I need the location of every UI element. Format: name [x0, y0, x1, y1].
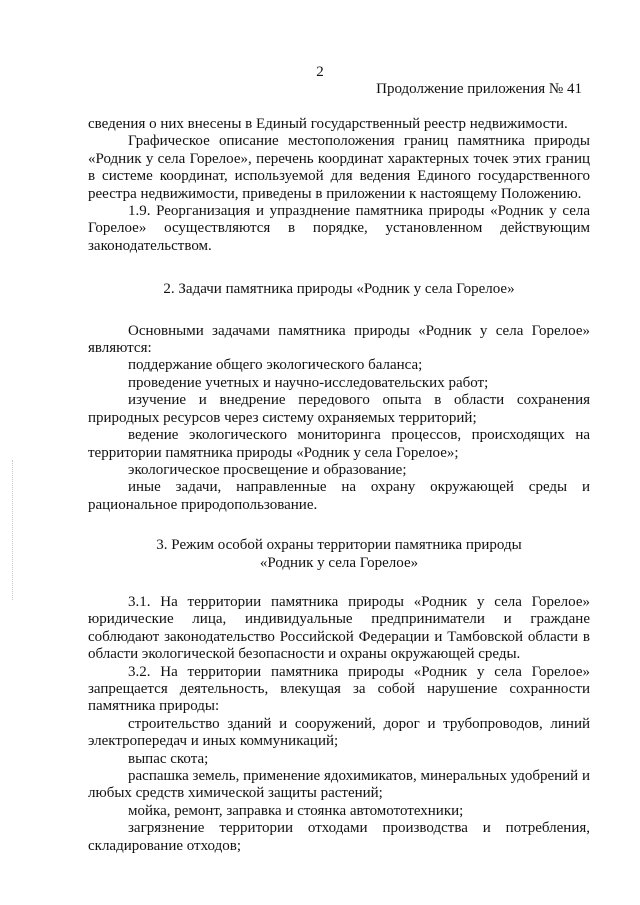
paragraph: 3.1. На территории памятника природы «Родник у села Горелое» юридические лица, индивидуальные предприниматели и граждане соблюдают законодательство Российской Федерации и Тамбовской области в области экологической безопасности и охраны окружающей среды. [88, 593, 590, 663]
section-3-heading [88, 537, 590, 572]
list-item: ведение экологического мониторинга процессов, происходящих на территории памятника природы «Родник у села Горелое»; [88, 427, 590, 461]
paragraph: сведения о них внесены в Единый государственный реестр недвижимости. [88, 116, 568, 132]
paragraph: 1.9. Реорганизация и упразднение памятника природы «Родник у села Горелое» осуществляются в порядке, установленном действующим законодательством. [88, 203, 590, 254]
section-3-heading-line: «Родник у села Горелое» [259, 554, 419, 571]
list-item: иные задачи, направленные на охрану окружающей среды и рациональное природопользование. [88, 479, 590, 513]
paragraph: Графическое описание местоположения границ памятника природы «Родник у села Горелое», перечень координат характерных точек этих границ в системе координат, используемой для ведения Единого государственного реестра недвижимости, приведены в приложении к настоящему Положению. [88, 133, 590, 202]
continuation-label: Продолжение приложения № 41 [376, 81, 582, 97]
list-item: поддержание общего экологического баланса; [128, 357, 423, 374]
list-item: проведение учетных и научно-исследовательских работ; [128, 374, 489, 391]
list-item: экологическое просвещение и образование; [128, 461, 407, 478]
list-item: выпас скота; [128, 750, 209, 767]
section-2-intro: Основными задачами памятника природы «Родник у села Горелое» являются: [88, 322, 590, 357]
paragraph: 3.2. На территории памятника природы «Родник у села Горелое» запрещается деятельность, влекущая за собой нарушение сохранности памятника природы: [88, 663, 590, 715]
page-number: 2 [316, 64, 324, 80]
list-item: загрязнение территории отходами производства и потребления, складирование отходов; [88, 820, 590, 854]
list-item: мойка, ремонт, заправка и стоянка автомототехники; [128, 802, 464, 819]
list-item: строительство зданий и сооружений, дорог и трубопроводов, линий электропередач и иных коммуникаций; [88, 715, 590, 750]
section-3-heading-line: 3. Режим особой охраны территории памятника природы [156, 537, 522, 554]
list-item: изучение и внедрение передового опыта в области сохранения природных ресурсов через систему охраняемых территорий; [88, 392, 590, 426]
section-2-heading: 2. Задачи памятника природы «Родник у села Горелое» [163, 281, 515, 298]
document-body [88, 116, 590, 855]
margin-stamp-mark [12, 460, 17, 600]
list-item: распашка земель, применение ядохимикатов, минеральных удобрений и любых средств химической защиты растений; [88, 768, 590, 802]
